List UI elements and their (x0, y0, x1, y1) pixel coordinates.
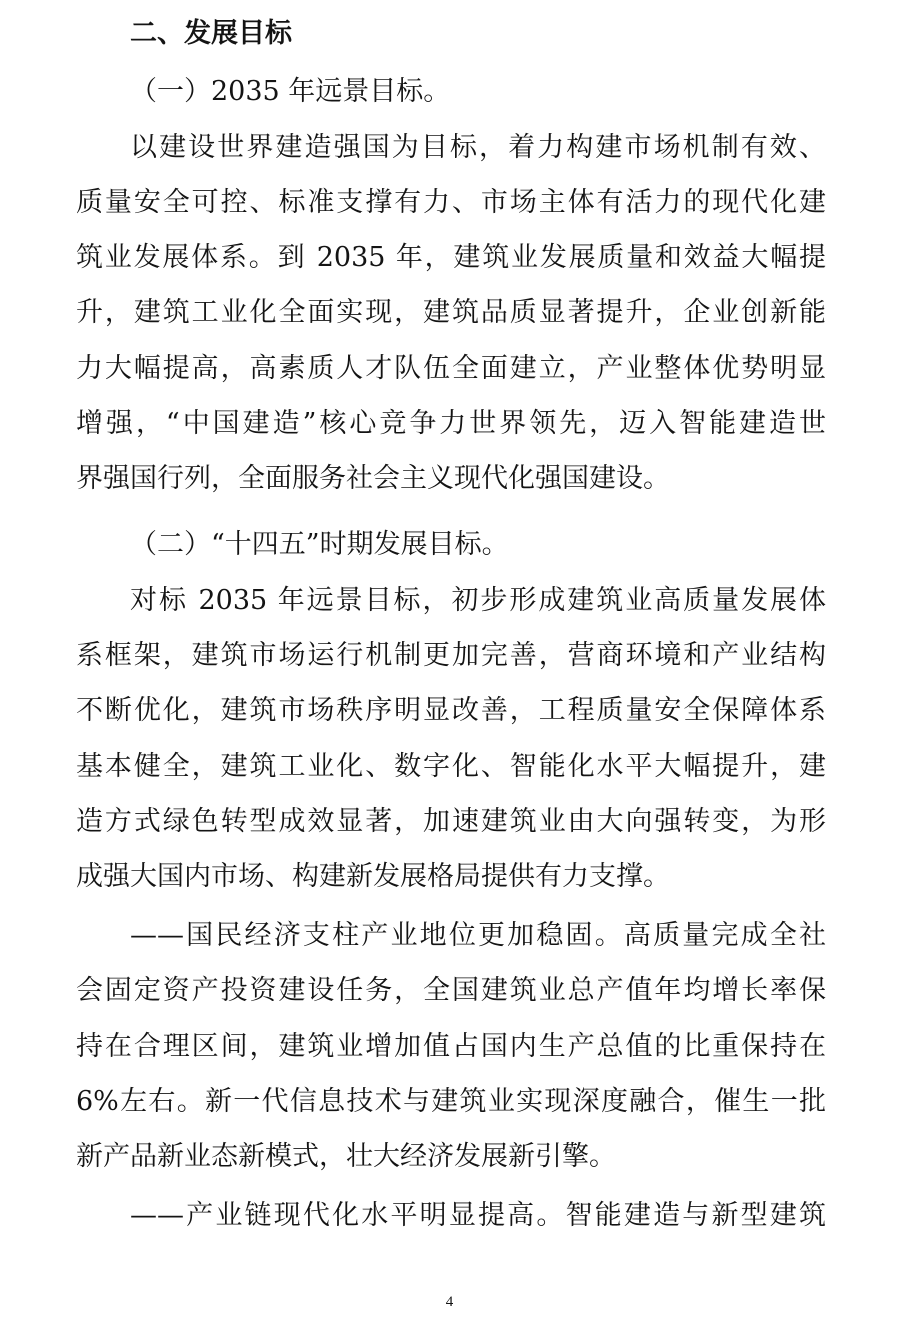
paragraph-line: 新产品新业态新模式，壮大经济发展新引擎。 (76, 1141, 616, 1172)
paragraph-line: 系框架，建筑市场运行机制更加完善，营商环境和产业结构 (76, 640, 826, 671)
paragraph-line: 不断优化，建筑市场秩序明显改善，工程质量安全保障体系 (76, 695, 826, 726)
paragraph-line: 以建设世界建造强国为目标，着力构建市场机制有效、 (130, 132, 826, 163)
paragraph-line: 界强国行列，全面服务社会主义现代化强国建设。 (76, 463, 670, 494)
page-number: 4 (445, 1294, 454, 1310)
paragraph-line: 对标 2035 年远景目标，初步形成建筑业高质量发展体 (130, 585, 826, 616)
subsection-title-2035: （一）2035 年远景目标。 (130, 76, 451, 107)
paragraph-line: 持在合理区间，建筑业增加值占国内生产总值的比重保持在 (76, 1031, 826, 1062)
paragraph-line: 升，建筑工业化全面实现，建筑品质显著提升，企业创新能 (76, 297, 826, 328)
paragraph-line: 基本健全，建筑工业化、数字化、智能化水平大幅提升，建 (76, 751, 826, 782)
paragraph-line: ——产业链现代化水平明显提高。智能建造与新型建筑 (130, 1200, 826, 1231)
paragraph-line: 力大幅提高，高素质人才队伍全面建立，产业整体优势明显 (76, 353, 826, 384)
paragraph-line: 质量安全可控、标准支撑有力、市场主体有活力的现代化建 (76, 187, 826, 218)
section-heading: 二、发展目标 (130, 18, 292, 49)
paragraph-line: ——国民经济支柱产业地位更加稳固。高质量完成全社 (130, 920, 826, 951)
subsection-title-14th-five-year: （二）“十四五”时期发展目标。 (130, 529, 509, 560)
paragraph-line: 造方式绿色转型成效显著，加速建筑业由大向强转变，为形 (76, 806, 826, 837)
paragraph-line: 增强，“中国建造”核心竞争力世界领先，迈入智能建造世 (76, 408, 826, 439)
paragraph-line: 会固定资产投资建设任务，全国建筑业总产值年均增长率保 (76, 975, 826, 1006)
paragraph-line: 筑业发展体系。到 2035 年，建筑业发展质量和效益大幅提 (76, 242, 826, 273)
paragraph-line: 成强大国内市场、构建新发展格局提供有力支撑。 (76, 861, 670, 892)
paragraph-line: 6%左右。新一代信息技术与建筑业实现深度融合，催生一批 (76, 1086, 826, 1117)
